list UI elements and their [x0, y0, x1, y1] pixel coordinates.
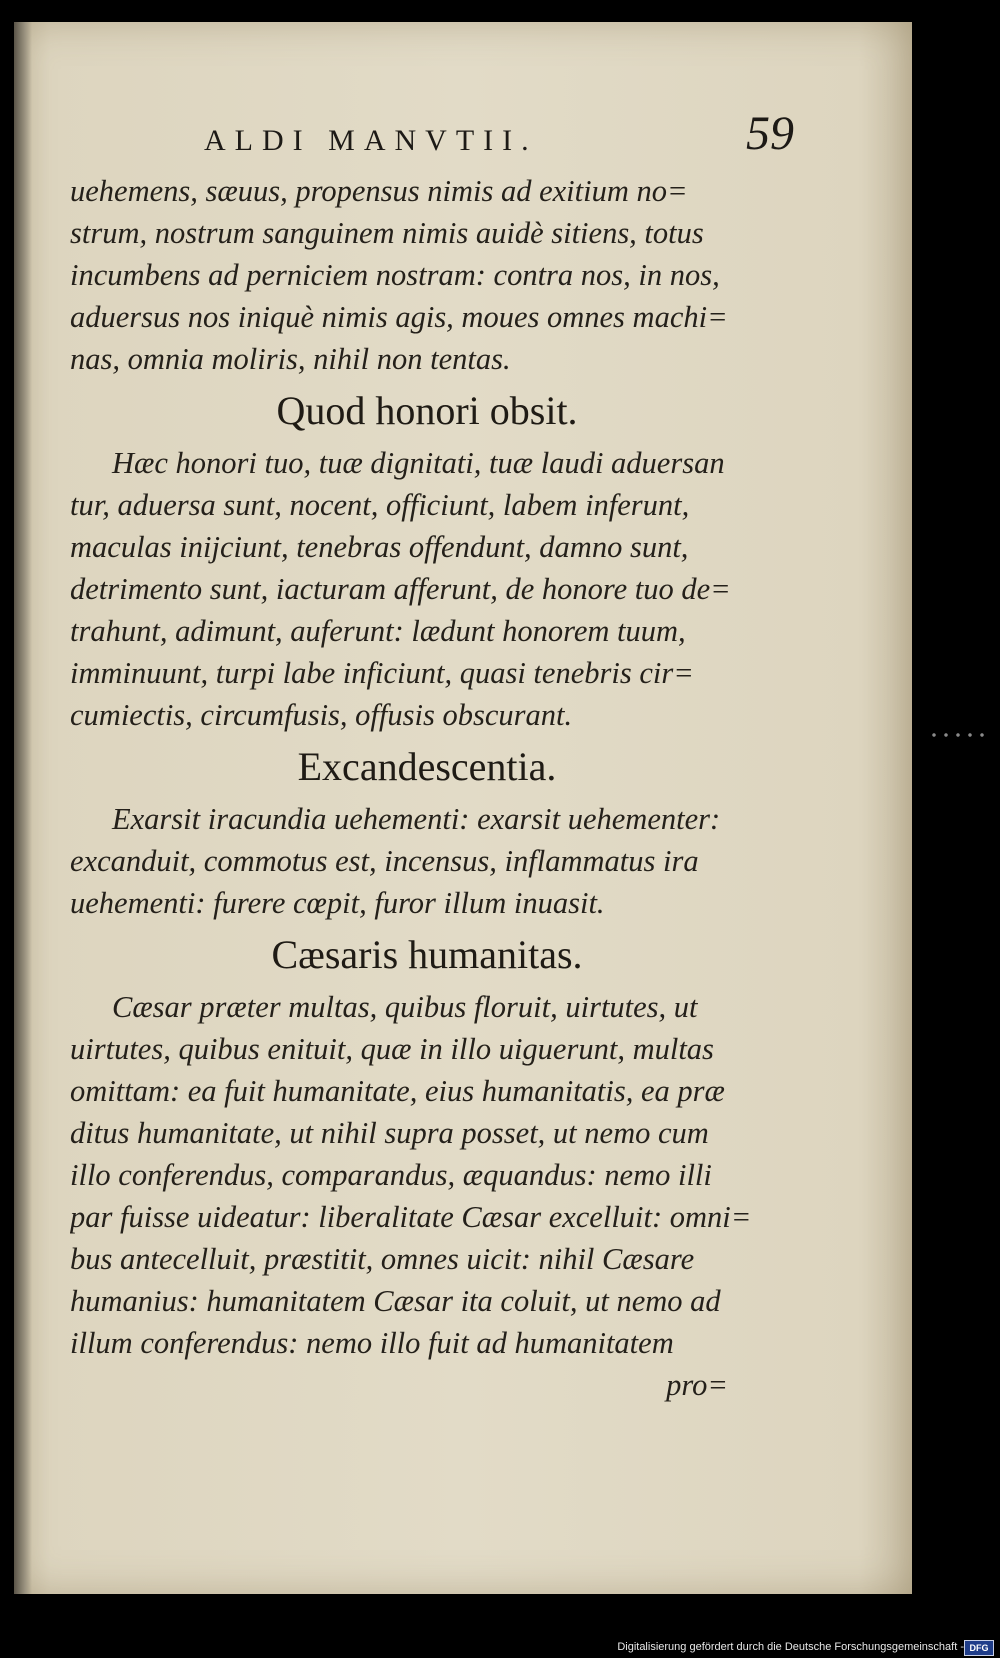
- text-line: uehementi: furere cœpit, furor illum inuasit.: [70, 886, 605, 920]
- text-line: par fuisse uideatur: liberalitate Cæsar excelluit: omni=: [70, 1200, 752, 1234]
- text-line: nas, omnia moliris, nihil non tentas.: [70, 342, 511, 376]
- text-line: incumbens ad perniciem nostram: contra nos, in nos,: [70, 258, 720, 292]
- text-line: Cæsar præter multas, quibus floruit, uirtutes, ut: [112, 990, 698, 1024]
- text-line: cumiectis, circumfusis, offusis obscurant.: [70, 698, 573, 732]
- text-line: uehemens, sæuus, propensus nimis ad exitium no=: [70, 174, 688, 208]
- text-line: omittam: ea fuit humanitate, eius humanitatis, ea præ: [70, 1074, 725, 1108]
- text-line: trahunt, adimunt, auferunt: lædunt honorem tuum,: [70, 614, 686, 648]
- text-line: detrimento sunt, iacturam afferunt, de honore tuo de=: [70, 572, 731, 606]
- page-number: 59: [746, 107, 794, 160]
- text-line: maculas inijciunt, tenebras offendunt, damno sunt,: [70, 530, 689, 564]
- text-line: aduersus nos iniquè nimis agis, moues omnes machi=: [70, 300, 728, 334]
- section-heading: Excandescentia.: [297, 744, 557, 789]
- digitization-note: Digitalisierung gefördert durch die Deutsche Forschungsgemeinschaft -: [617, 1641, 964, 1653]
- page-text: [70, 170, 784, 1406]
- text-line: strum, nostrum sanguinem nimis auidè sitiens, totus: [70, 216, 704, 250]
- text-line: illum conferendus: nemo illo fuit ad humanitatem: [70, 1326, 674, 1360]
- text-line: illo conferendus, comparandus, æquandus: nemo illi: [70, 1158, 712, 1192]
- catchword: pro=: [666, 1368, 728, 1402]
- text-line: ditus humanitate, ut nihil supra posset, ut nemo cum: [70, 1116, 709, 1150]
- running-title: ALDI MANVTII.: [204, 124, 538, 157]
- text-line: excanduit, commotus est, incensus, inflammatus ira: [70, 844, 699, 878]
- section-heading: Quod honori obsit.: [276, 388, 578, 433]
- text-line: Exarsit iracundia uehementi: exarsit uehementer:: [112, 802, 721, 836]
- edge-marks: [928, 732, 988, 738]
- text-line: imminuunt, turpi labe inficiunt, quasi tenebris cir=: [70, 656, 694, 690]
- text-line: bus antecelluit, præstitit, omnes uicit: nihil Cæsare: [70, 1242, 695, 1276]
- text-line: humanius: humanitatem Cæsar ita coluit, ut nemo ad: [70, 1284, 721, 1318]
- text-line: tur, aduersa sunt, nocent, officiunt, labem inferunt,: [70, 488, 690, 522]
- section-heading: Cæsaris humanitas.: [271, 932, 583, 977]
- running-head: [94, 104, 794, 164]
- text-line: uirtutes, quibus enituit, quæ in illo uiguerunt, multas: [70, 1032, 714, 1066]
- text-line: Hæc honori tuo, tuæ dignitati, tuæ laudi aduersan: [112, 446, 725, 480]
- dfg-logo: DFG: [964, 1640, 994, 1656]
- book-page: [14, 22, 912, 1594]
